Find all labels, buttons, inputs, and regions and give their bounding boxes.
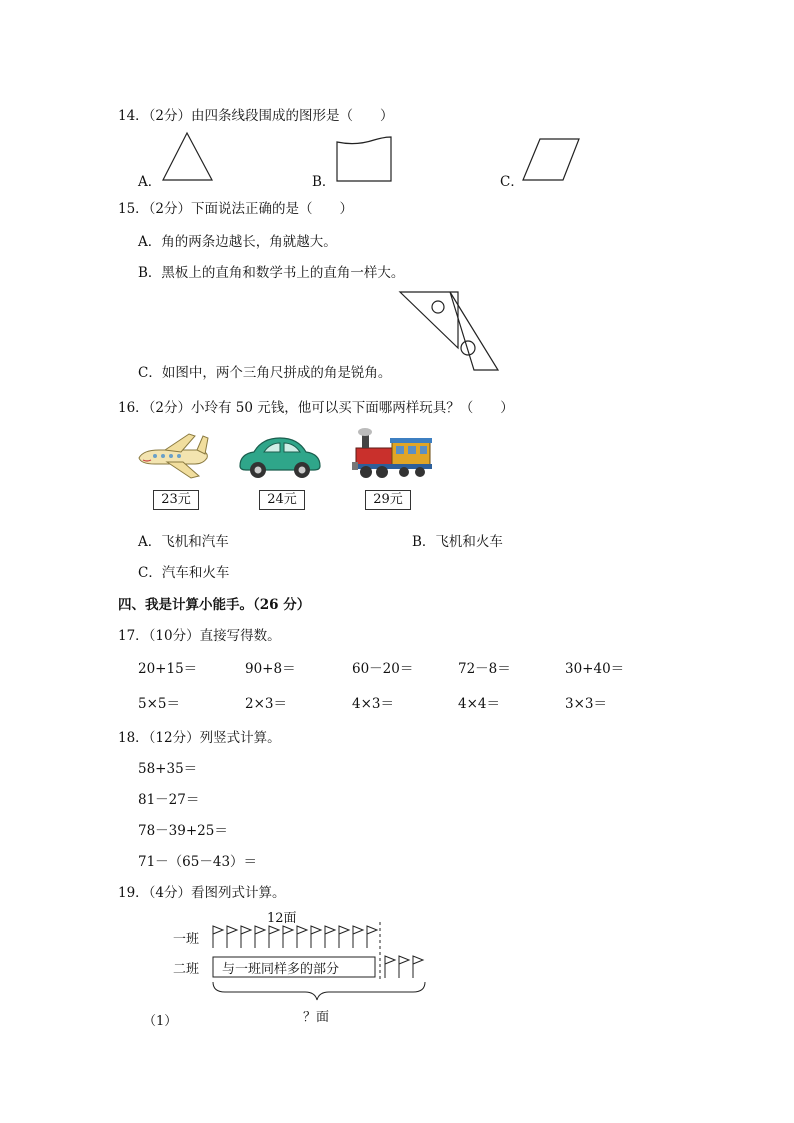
q17-item: 3×3＝ [565, 696, 607, 712]
q18-item: 58+35＝ [138, 761, 198, 777]
car-icon [236, 432, 324, 480]
q16-option-c[interactable]: C．汽车和火车 [138, 565, 230, 581]
q15-option-b[interactable]: B．黑板上的直角和数学书上的直角一样大。 [138, 265, 405, 281]
airplane-icon [135, 432, 211, 480]
q19-top-label: 12面 [267, 911, 297, 926]
q18-item: 71－（65－43）＝ [138, 854, 258, 870]
q17-item: 4×4＝ [458, 696, 500, 712]
train-icon [352, 426, 434, 480]
q14-option-c-label[interactable]: C． [500, 174, 524, 190]
q17-item: 72－8＝ [458, 661, 511, 677]
train-price-tag: 29元 [365, 490, 411, 510]
q19-stem: 19．（4分）看图列式计算。 [118, 885, 286, 901]
q19-class2-label: 二班 [173, 962, 200, 977]
q19-bottom-label: ？面 [303, 1010, 330, 1025]
q14-option-b-label[interactable]: B． [312, 174, 336, 190]
q17-item: 20+15＝ [138, 661, 198, 677]
q14-option-a-label[interactable]: A． [138, 174, 162, 190]
q18-item: 78－39+25＝ [138, 823, 228, 839]
q17-item: 60－20＝ [352, 661, 414, 677]
q19-class1-label: 一班 [173, 932, 200, 947]
q17-item: 30+40＝ [565, 661, 625, 677]
parallelogram-icon [522, 138, 582, 182]
q19-part-1: （1） [143, 1014, 178, 1029]
q17-item: 5×5＝ [138, 696, 180, 712]
q15-option-c[interactable]: C．如图中，两个三角尺拼成的角是锐角。 [138, 365, 392, 381]
q16-stem: 16．（2分）小玲有 50 元钱，他可以买下面哪两样玩具？（ ） [118, 400, 514, 416]
airplane-price-tag: 23元 [153, 490, 199, 510]
q16-option-b[interactable]: B．飞机和火车 [412, 534, 503, 550]
curved-quadrilateral-icon [336, 136, 394, 182]
q15-option-a[interactable]: A．角的两条边越长，角就越大。 [138, 234, 337, 250]
car-price-tag: 24元 [259, 490, 305, 510]
set-squares-icon [398, 290, 502, 374]
triangle-icon [162, 132, 214, 182]
q19-box-text: 与一班同样多的部分 [222, 962, 340, 977]
section-4-title: 四、我是计算小能手。（26 分） [118, 597, 311, 613]
q17-item: 90+8＝ [245, 661, 296, 677]
q14-stem: 14．（2分）由四条线段围成的图形是（ ） [118, 108, 394, 124]
q17-stem: 17．（10分）直接写得数。 [118, 628, 281, 644]
q18-item: 81－27＝ [138, 792, 200, 808]
q17-item: 2×3＝ [245, 696, 287, 712]
q18-stem: 18．（12分）列竖式计算。 [118, 730, 281, 746]
q17-item: 4×3＝ [352, 696, 394, 712]
q16-option-a[interactable]: A．飞机和汽车 [138, 534, 229, 550]
q15-stem: 15．（2分）下面说法正确的是（ ） [118, 201, 354, 217]
